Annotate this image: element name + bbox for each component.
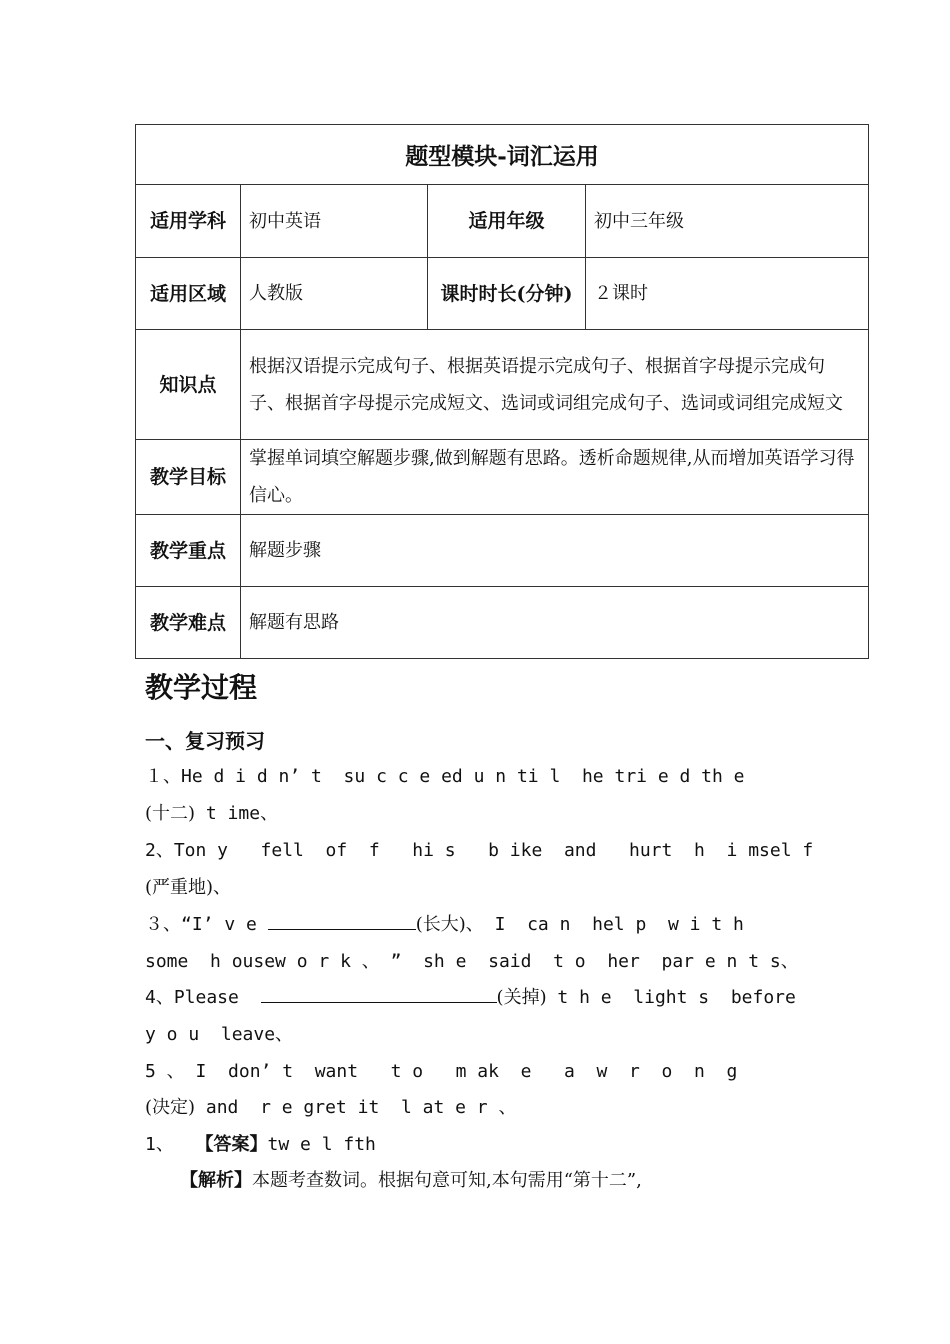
region-label: 适用区域 [136,258,241,330]
question-4-line-1 [145,983,825,1013]
question-1-line-1: １、He d i d n’ t su c c e ed u n ti l he tri e d th e [145,766,745,787]
question-1-line-2 [145,799,825,829]
analysis-label: 【解析】 [180,1170,252,1191]
grade-label: 适用年级 [428,185,586,258]
question-3-tail: I ca n hel p w i t h [483,914,744,935]
question-2-line-1: 2、Ton y fell of f hi s b ike and hurt h i msel f [145,840,814,861]
question-4-hint: (关掉) [496,987,547,1008]
answer-1-number: 1、 [145,1134,196,1155]
review-subheading: 一、复习预习 [145,729,265,753]
region-value: 人教版 [241,258,428,330]
goal-label: 教学目标 [136,440,241,515]
answer-1-line [145,1130,825,1160]
focus-value: 解题步骤 [241,515,869,587]
duration-label: 课时时长(分钟) [428,258,586,330]
question-4-tail: t h e light s before [546,987,796,1008]
question-3-blank[interactable] [268,911,416,930]
question-5-hint: (决定) [145,1097,196,1118]
question-2-hint: (严重地)、 [145,877,232,898]
question-3-start: ３、“I’ v e [145,914,268,935]
question-4-start: 4、Please [145,987,261,1008]
focus-label: 教学重点 [136,515,241,587]
difficulty-label: 教学难点 [136,587,241,659]
subject-value: 初中英语 [241,185,428,258]
question-4-blank[interactable] [261,984,497,1003]
question-5-line-1: 5 、 I don’ t want t o m ak e a w r o n g [145,1061,738,1082]
knowledge-label: 知识点 [136,330,241,440]
analysis-text: 本题考查数词。根据句意可知,本句需用“第十二”, [252,1170,642,1191]
question-2-line-2 [145,873,825,903]
question-5-line-2 [145,1093,825,1123]
knowledge-value: 根据汉语提示完成句子、根据英语提示完成句子、根据首字母提示完成句子、根据首字母提示完成短文、选词或词组完成句子、选词或词组完成短文 [241,330,869,440]
question-1-hint: (十二) [145,803,196,824]
question-4-line-2: y o u leave、 [145,1024,294,1045]
subject-label: 适用学科 [136,185,241,258]
answer-label: 【答案】 [195,1134,268,1155]
grade-value: 初中三年级 [586,185,869,258]
question-3-line-1 [145,910,825,940]
table-title: 题型模块-词汇运用 [136,125,869,185]
duration-value: ２课时 [586,258,869,330]
section-title: 教学过程 [145,671,258,704]
answer-1-value: tw e l fth [267,1134,376,1155]
analysis-line [180,1166,860,1196]
question-5-tail: and r e gret it l at e r 、 [195,1097,517,1118]
goal-value: 掌握单词填空解题步骤,做到解题有思路。透析命题规律,从而增加英语学习得信心。 [241,440,869,515]
question-1-tail: t ime、 [195,803,279,824]
question-3-hint: (长大)、 [415,914,484,935]
difficulty-value: 解题有思路 [241,587,869,659]
lesson-info-table [135,124,869,659]
question-3-line-2: some h ousew o r k 、 ” sh e said t o her par e n t s、 [145,951,799,972]
